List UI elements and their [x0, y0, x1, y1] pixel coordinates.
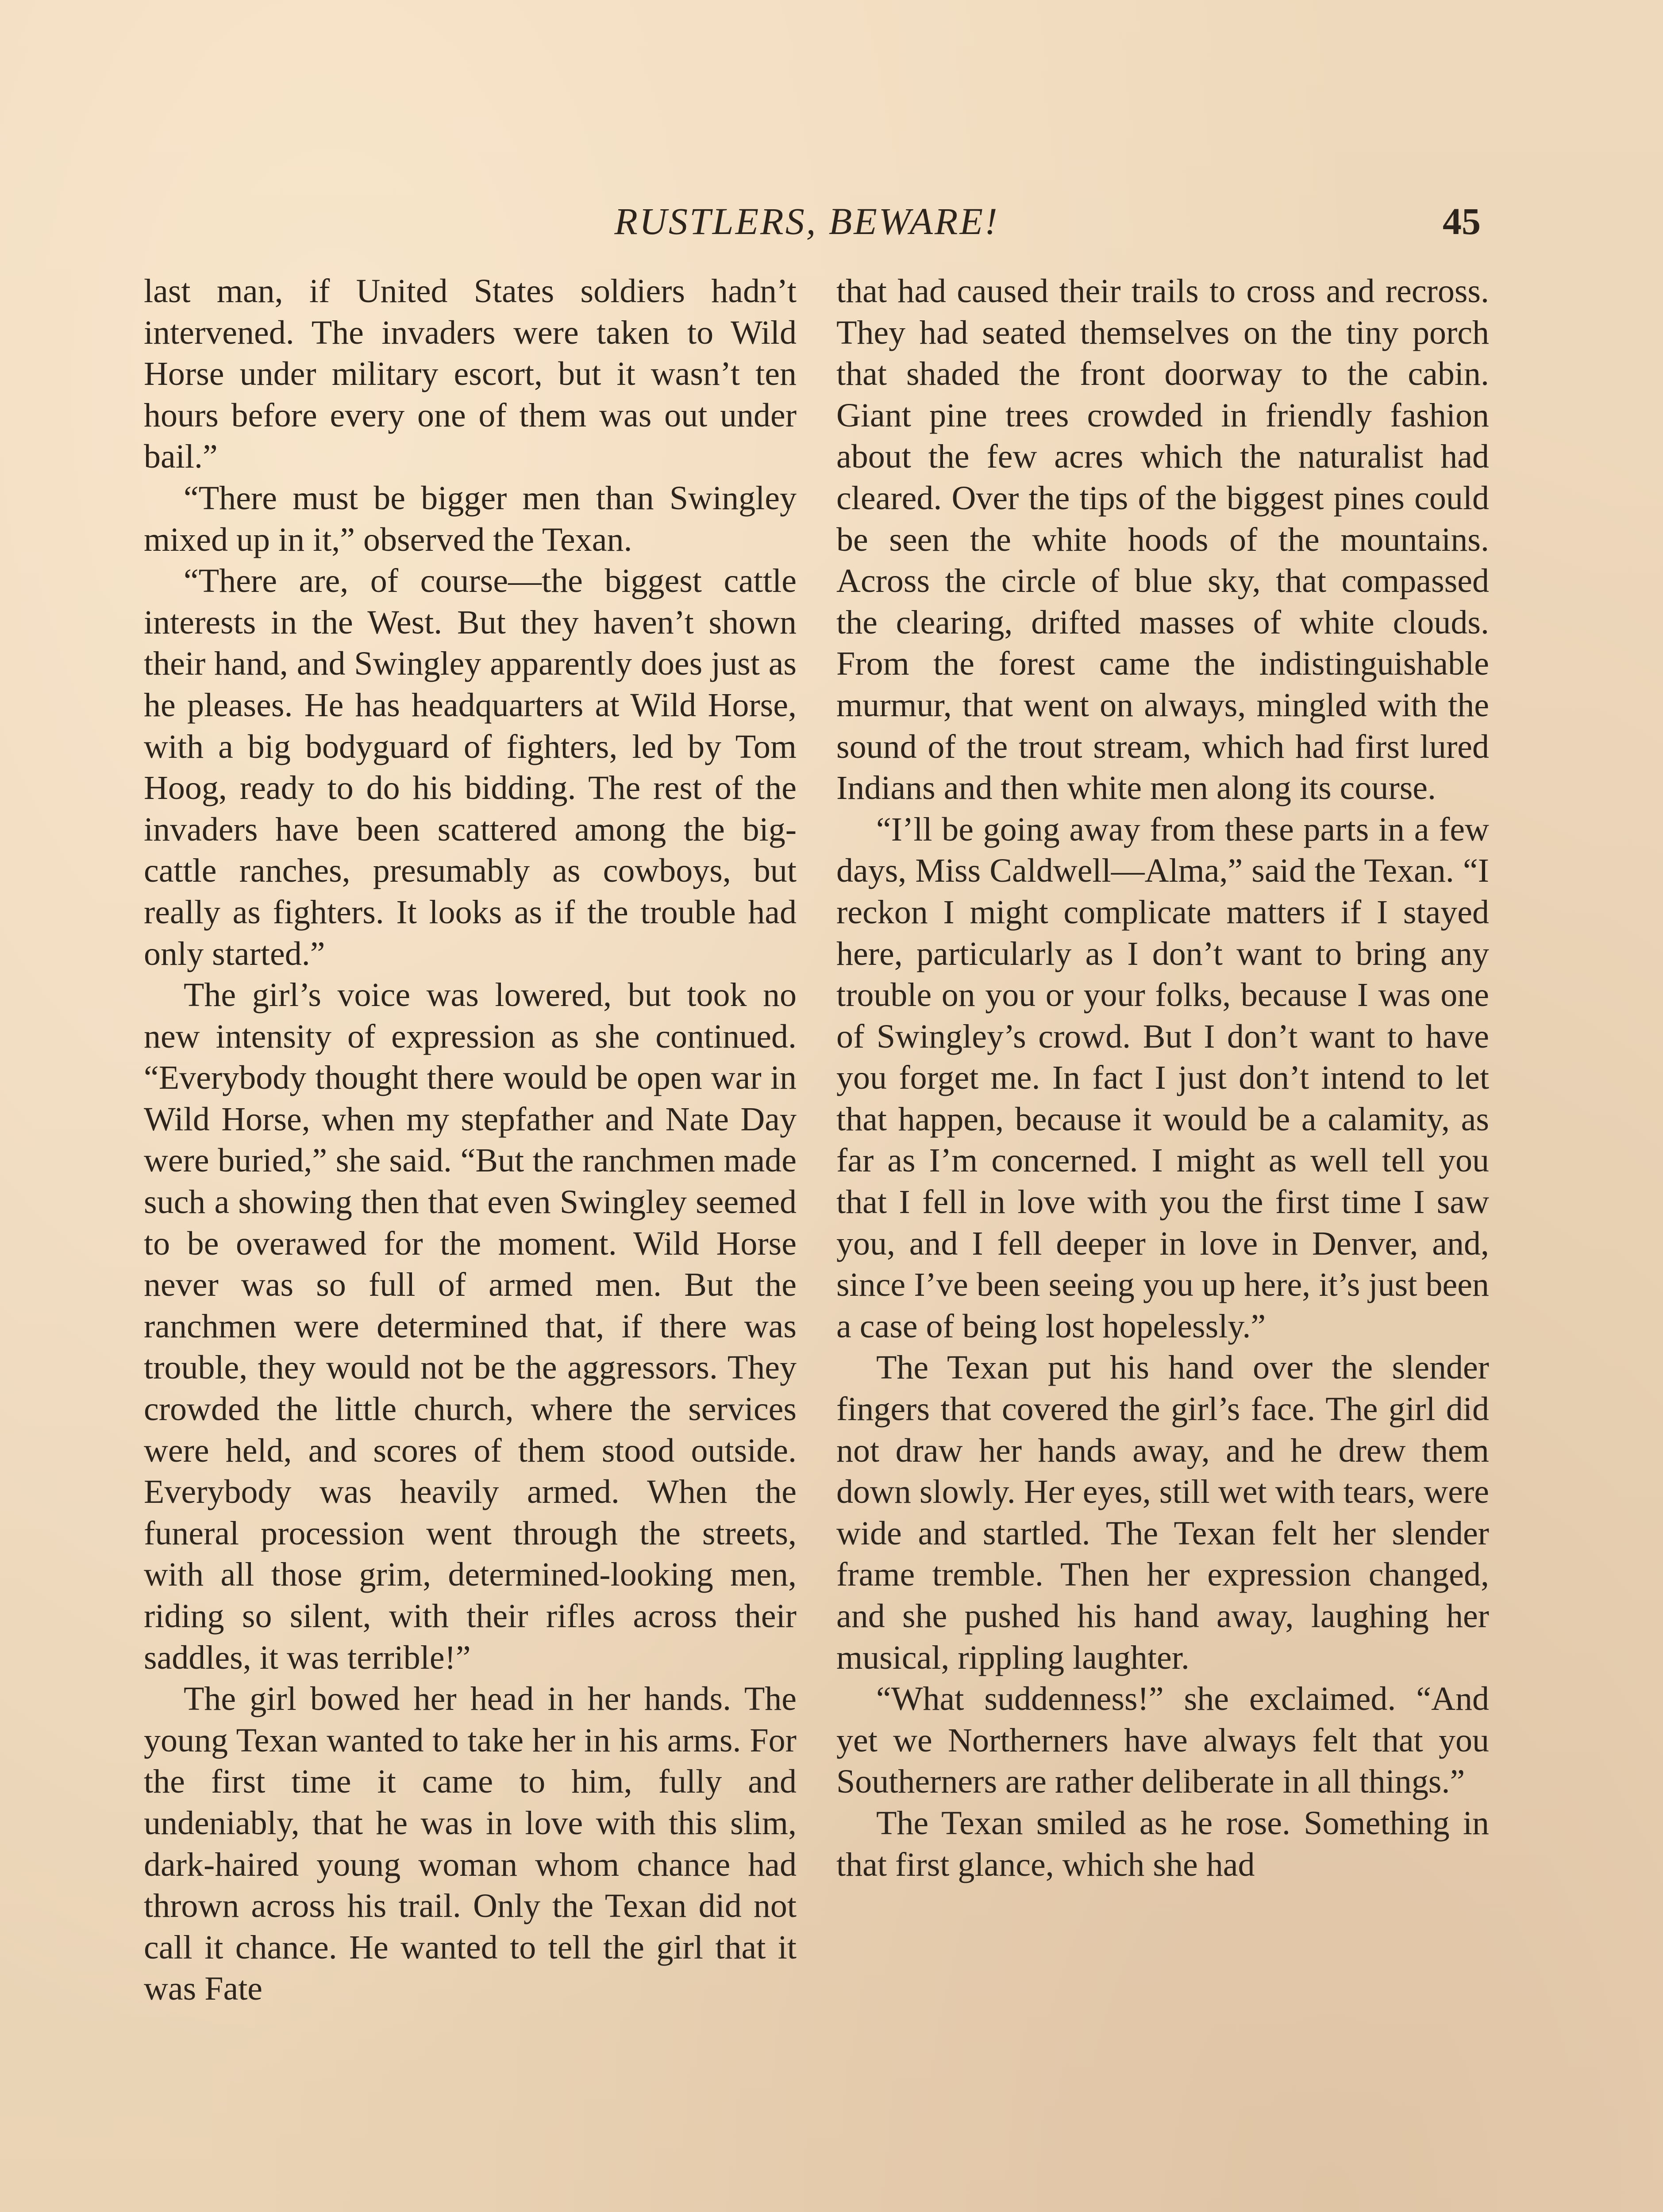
page-number: 45 — [1443, 200, 1481, 242]
paragraph: The Texan put his hand over the slender fingers that covered the girl’s face. The girl did not draw her hands away, and he drew them down slowly. Her eyes, still wet with tears, were wide and startled. The Texan felt her slender frame tremble. Then her expression changed, and she pushed his hand away, laughing her musical, rippling laughter. — [836, 1349, 1489, 1676]
paragraph: The girl’s voice was lowered, but took no new intensity of expression as she continued. “Everybody thought there would be open war in Wild Horse, when my stepfather and Nate Day were buried,” she said. “But the ranchmen made such a showing then that even Swingley seemed to be overawed for the moment. Wild Horse never was so full of armed men. But the ranchmen were determined that, if there was trouble, they would not be the aggressors. They crowded the little church, where the services were held, and scores of them stood outside. Everybody was heavily armed. When the funeral procession went through the streets, with all those grim, determined-looking men, riding so silent, with their rifles across their saddles, it was terrible!” — [144, 976, 797, 1676]
running-title: RUSTLERS, BEWARE! — [614, 200, 999, 242]
paragraph: “There are, of course—the biggest cattle interests in the West. But they haven’t shown their hand, and Swingley apparently does just as he pleases. He has headquarters at Wild Horse, with a big bodyguard of fighters, led by Tom Hoog, ready to do his bidding. The rest of the invaders have been scattered among the big-cattle ranches, presumably as cowboys, but really as fighters. It looks as if the trouble had only started.” — [144, 562, 797, 972]
paragraph: that had caused their trails to cross and recross. They had seated themselves on the tiny porch that shaded the front doorway to the cabin. Giant pine trees crowded in friendly fashion about the few acres which the naturalist had cleared. Over the tips of the biggest pines could be seen the white hoods of the mountains. Across the circle of blue sky, that compassed the clearing, drifted masses of white clouds. From the forest came the indistinguishable murmur, that went on always, mingled with the sound of the trout stream, which had first lured Indians and then white men along its course. — [836, 273, 1489, 807]
paragraph: “There must be bigger men than Swingley mixed up in it,” observed the Texan. — [144, 479, 797, 558]
left-column — [144, 271, 797, 2010]
paragraph: “What suddenness!” she exclaimed. “And yet we Northerners have always felt that you Southerners are rather deliberate in all things.” — [836, 1680, 1489, 1801]
paragraph: The Texan smiled as he rose. Something in that first glance, which she had — [836, 1804, 1489, 1883]
paragraph: The girl bowed her head in her hands. The young Texan wanted to take her in his arms. For the first time it came to him, fully and undeniably, that he was in love with this slim, dark-haired young woman whom chance had thrown across his trail. Only the Texan did not call it chance. He wanted to tell the girl that it was Fate — [144, 1680, 797, 2008]
paragraph: last man, if United States soldiers hadn’t intervened. The invaders were taken to Wild Horse under military escort, but it wasn’t ten hours before every one of them was out under bail.” — [144, 273, 797, 476]
right-column — [836, 271, 1489, 1886]
page-header — [133, 195, 1481, 248]
paragraph: “I’ll be going away from these parts in a few days, Miss Caldwell—Alma,” said the Texan. “I reckon I might complicate matters if I stayed here, particularly as I don’t want to bring any trouble on you or your folks, because I was one of Swingley’s crowd. But I don’t want to have you forget me. In fact I just don’t intend to let that happen, because it would be a calamity, as far as I’m concerned. I might as well tell you that I fell in love with you the first time I saw you, and I fell deeper in love in Denver, and, since I’ve been seeing you up here, it’s just been a case of being lost hopelessly.” — [836, 810, 1489, 1345]
